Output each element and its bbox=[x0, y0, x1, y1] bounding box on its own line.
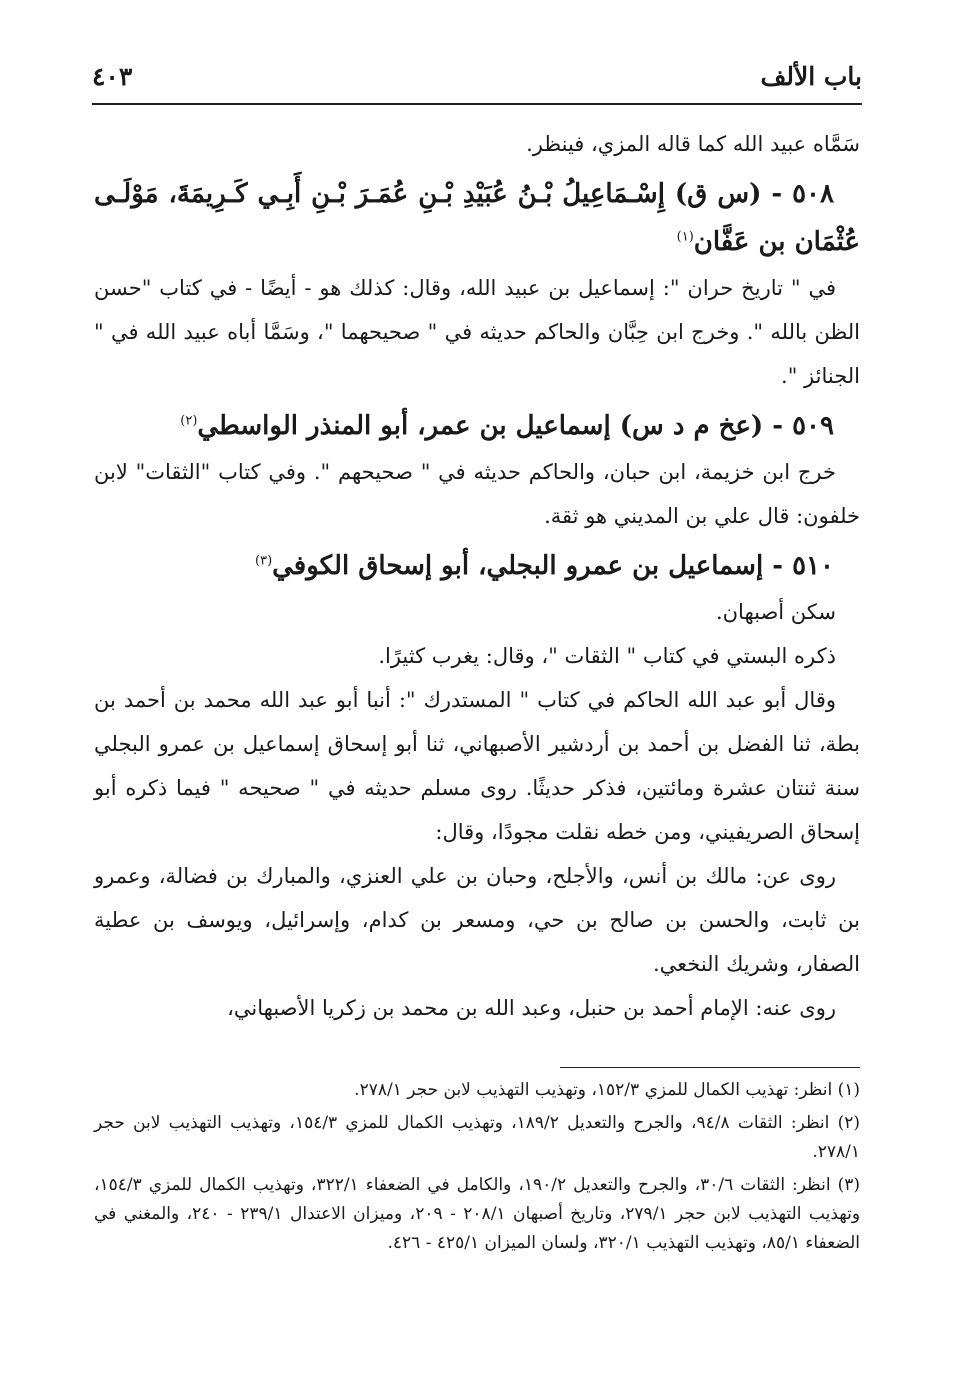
footnote-3: (٣) انظر: الثقات ٣٠/٦، والجرح والتعديل ١٩٠/٢، والكامل في الضعفاء ٣٢٢/١، وتهذيب الكمال للمزي ١٥٤/٣، وتهذيب التهذيب لابن حجر ٢٧٩/١، وتاريخ أصبهان ٢٠٨/١ - ٢٠٩، وميزان الاعتدال ٢٣٩/١ - ٢٤٠، والمغني في الضعفاء ٨٥/١، وتهذيب التهذيب ٣٢٠/١، ولسان الميزان ٤٢٥/١ - ٤٢٦. bbox=[94, 1175, 861, 1253]
footnote-1: (١) انظر: تهذيب الكمال للمزي ١٥٢/٣، وتهذيب التهذيب لابن حجر ٢٧٨/١. bbox=[354, 1080, 860, 1100]
entry-510-title: ٥١٠ - إسماعيل بن عمرو البجلي، أبو إسحاق الكوفي bbox=[272, 551, 834, 581]
page-number: ٤٠٣ bbox=[92, 62, 133, 91]
entry-510-p4: روى عن: مالك بن أنس، والأجلح، وحبان بن علي العنزي، والمبارك بن فضالة، وعمرو بن ثابت، والحسن بن صالح بن حي، ومسعر بن كدام، وإسرائيل، ويوسف بن عطية الصفار، وشريك النخعي. bbox=[94, 864, 860, 976]
entry-508-heading bbox=[94, 170, 860, 266]
entry-508-title: ٥٠٨ - (س ق) إِسْـمَاعِيلُ بْـنُ عُبَيْدِ بْـنِ عُمَـرَ بْـنِ أَبِـي كَـرِيمَةَ، مَوْلَـى عُثْمَان بن عَفَّان bbox=[94, 179, 860, 257]
chapter-title: باب الألف bbox=[760, 62, 862, 91]
footnote-separator bbox=[560, 1067, 860, 1068]
footnote-mark-3: (٣) bbox=[255, 553, 273, 569]
main-text bbox=[94, 122, 860, 1030]
running-header bbox=[92, 62, 862, 96]
entry-510-p1: سكن أصبهان. bbox=[715, 600, 836, 624]
entry-508-text: في " تاريخ حران ": إسماعيل بن عبيد الله، وقال: كذلك هو - أيضًا - في كتاب "حسن الظن بالله ". وخرج ابن حِبَّان والحاكم حديثه في " صحيحهما "، وسَمَّا أباه عبيد الله في " الجنائز ". bbox=[94, 276, 860, 388]
entry-510-p3: وقال أبو عبد الله الحاكم في كتاب " المستدرك ": أنبا أبو عبد الله محمد بن أحمد بن بطة، ثنا الفضل بن أحمد بن أردشير الأصبهاني، ثنا أبو إسحاق إسماعيل بن عمرو البجلي سنة ثنتان عشرة ومائتين، فذكر حديثًا. روى مسلم حديثه في " صحيحه " فيما ذكره أبو إسحاق الصريفيني، ومن خطه نقلت مجودًا، وقال: bbox=[94, 688, 860, 844]
footnote-2: (٢) انظر: الثقات ٩٤/٨، والجرح والتعديل ١٨٩/٢، وتهذيب الكمال للمزي ١٥٤/٣، وتهذيب التهذيب لابن حجر ٢٧٨/١. bbox=[94, 1113, 860, 1162]
header-rule bbox=[92, 103, 862, 105]
entry-510-p5: روى عنه: الإمام أحمد بن حنبل، وعبد الله بن محمد بن زكريا الأصبهاني، bbox=[227, 996, 836, 1020]
entry-509-text: خرج ابن خزيمة، ابن حبان، والحاكم حديثه في " صحيحهم ". وفي كتاب "الثقات" لابن خلفون: قال علي بن المديني هو ثقة. bbox=[94, 460, 860, 528]
entry-510-heading bbox=[94, 542, 860, 590]
footnote-mark-2: (٢) bbox=[180, 413, 198, 429]
entry-509-heading bbox=[94, 402, 860, 450]
footnote-mark-1: (١) bbox=[676, 229, 694, 245]
entry-510-p2: ذكره البستي في كتاب " الثقات "، وقال: يغرب كثيرًا. bbox=[378, 644, 836, 668]
entry-509-title: ٥٠٩ - (عخ م د س) إسماعيل بن عمر، أبو المنذر الواسطي bbox=[197, 411, 834, 441]
footnotes bbox=[94, 1076, 860, 1262]
intro-line: سَمَّاه عبيد الله كما قاله المزي، فينظر. bbox=[526, 132, 860, 156]
